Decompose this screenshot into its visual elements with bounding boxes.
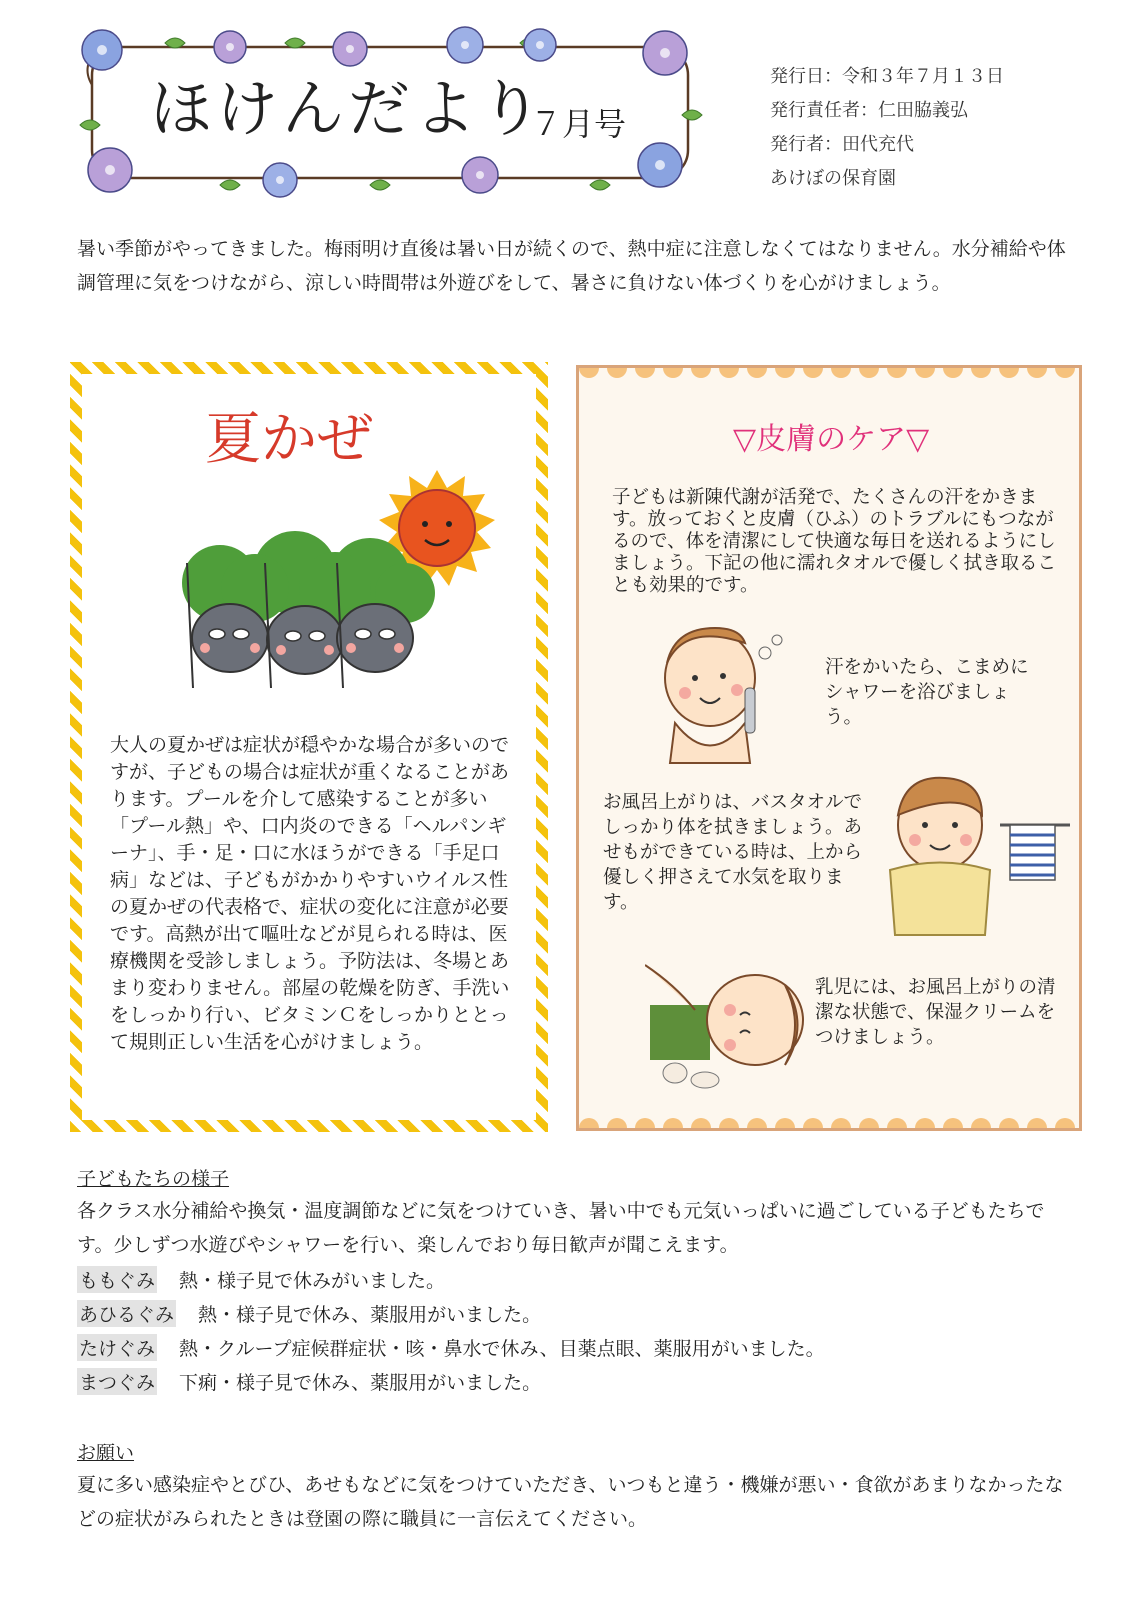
- class-row: [77, 1296, 1077, 1330]
- summer-cold-title: 夏かぜ: [205, 407, 373, 472]
- publisher: 発行者：田代充代: [770, 134, 914, 155]
- publication-info: [770, 60, 1004, 196]
- skin-care-cream-text: 乳児には、お風呂上がりの清潔な状態で、保湿クリームをつけましょう。: [815, 977, 1056, 1048]
- class-list: [77, 1262, 1077, 1398]
- class-row: [77, 1364, 1077, 1398]
- summer-cold-body: 大人の夏かぜは症状が穏やかな場合が多いのですが、子どもの場合は症状が重くなることがあります。プールを介して感染することが多い「プール熱」や、口内炎のできる「ヘルパンギーナ」、手・足・口に水ほうができる「手足口病」などは、子どもがかかりやすいウイルス性の夏かぜの代表格で、症状の変化に注意が必要です。高熱が出て嘔吐などが見られる時は、医療機関を受診しましょう。予防法は、冬場とあまり変わりません。部屋の乾燥を防ぎ、手洗いをしっかり行い、ビタミンＣをしっかりととって規則正しい生活を心がけましょう。: [110, 734, 510, 1053]
- class-name: あひるぐみ: [77, 1300, 176, 1327]
- baby-cream-illustration: [645, 955, 810, 1095]
- publication-date: 発行日：令和３年７月１３日: [770, 66, 1004, 87]
- class-name: ももぐみ: [77, 1266, 157, 1293]
- class-note: 熱・クループ症候群症状・咳・鼻水で休み、目薬点眼、薬服用がいました。: [179, 1337, 825, 1360]
- class-row: [77, 1330, 1077, 1364]
- class-note: 熱・様子見で休み、薬服用がいました。: [198, 1303, 542, 1326]
- child-towel-illustration: [870, 770, 1075, 945]
- child-shower-illustration: [645, 618, 795, 768]
- scallop-border-bottom: [579, 1098, 1079, 1128]
- class-name: たけぐみ: [77, 1334, 157, 1361]
- skin-care-towel-text: お風呂上がりは、バスタオルでしっかり体を拭きましょう。あせもができている時は、上から優しく押さえて水気を取ります。: [603, 792, 863, 913]
- germs-and-sun-illustration: [175, 468, 515, 698]
- skin-care-title: ▽皮膚のケア▽: [733, 422, 930, 457]
- children-body: 各クラス水分補給や換気・温度調節などに気をつけていき、暑い中でも元気いっぱいに過ごしている子どもたちです。少しずつ水遊びやシャワーを行い、楽しんでおり毎日歓声が聞こえます。: [77, 1200, 1045, 1256]
- class-name: まつぐみ: [77, 1368, 157, 1395]
- class-note: 熱・様子見で休みがいました。: [179, 1269, 446, 1292]
- skin-care-intro: 子どもは新陳代謝が活発で、たくさんの汗をかきます。放っておくと皮膚（ひふ）のトラブルにもつながるので、体を清潔にして快適な毎日を送れるようにしましょう。下記の他に濡れタオルで優しく拭き取ることも効果的です。: [612, 487, 1057, 596]
- responsible-person: 発行責任者：仁田脇義弘: [770, 100, 968, 121]
- request-heading: お願い: [77, 1442, 135, 1464]
- class-row: [77, 1262, 1077, 1296]
- issue-label: ７月号: [530, 105, 627, 143]
- request-body: 夏に多い感染症やとびひ、あせもなどに気をつけていただき、いつもと違う・機嫌が悪い・食欲があまりなかったなどの症状がみられたときは登園の際に職員に一言伝えてください。: [77, 1474, 1064, 1530]
- newsletter-title: ほけんだより: [150, 72, 547, 145]
- class-note: 下痢・様子見で休み、薬服用がいました。: [179, 1371, 542, 1394]
- intro-paragraph: 暑い季節がやってきました。梅雨明け直後は暑い日が続くので、熱中症に注意しなくてはなりません。水分補給や体調管理に気をつけながら、涼しい時間帯は外遊びをして、暑さに負けない体づくりを心がけましょう。: [77, 238, 1066, 294]
- skin-care-shower-text: 汗をかいたら、こまめにシャワーを浴びましょう。: [825, 657, 1029, 728]
- children-heading: 子どもたちの様子: [77, 1168, 230, 1190]
- scallop-border-top: [579, 368, 1079, 398]
- organization: あけぼの保育園: [770, 168, 896, 189]
